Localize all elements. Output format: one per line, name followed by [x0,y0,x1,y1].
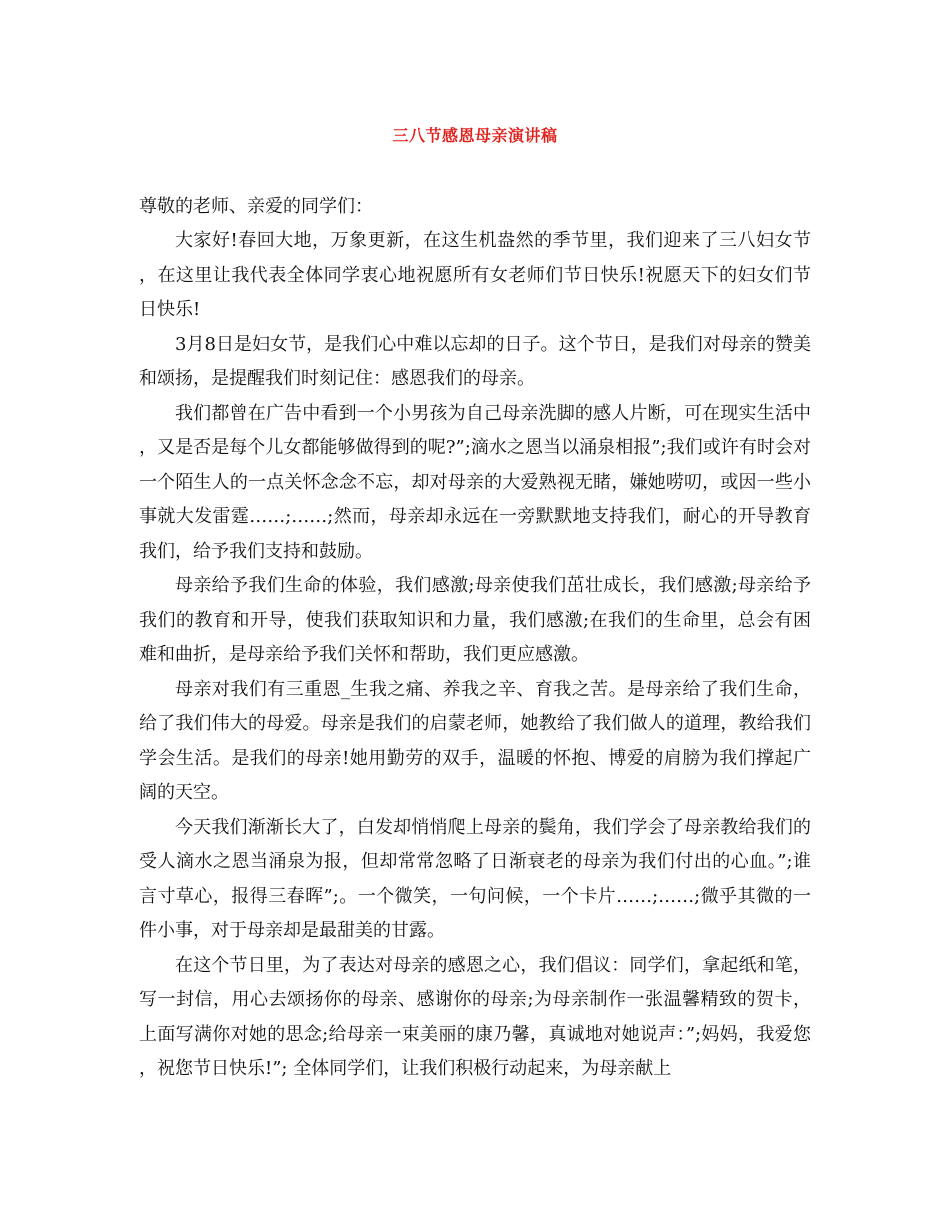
paragraph-greeting: 大家好!春回大地，万象更新，在这生机盎然的季节里，我们迎来了三八妇女节，在这里让我代表全体同学衷心地祝愿所有女老师们节日快乐!祝愿天下的妇女们节日快乐! [139,230,811,320]
paragraph-advertisement: 我们都曾在广告中看到一个小男孩为自己母亲洗脚的感人片断，可在现实生活中，又是否是每个儿女都能够做得到的呢?”;滴水之恩当以涌泉相报”;我们或许有时会对一个陌生人的一点关怀念念不忘，却对母亲的大爱熟视无睹，嫌她唠叨，或因一些小事就大发雷霆……;……;然而，母亲却永远在一旁默默地支持我们，耐心的开导教育我们，给予我们支持和鼓励。 [139,402,811,562]
document-title: 三八节感恩母亲演讲稿 [392,126,558,145]
paragraph-growing-up: 今天我们渐渐长大了，白发却悄悄爬上母亲的鬓角，我们学会了母亲教给我们的受人滴水之恩当涌泉为报，但却常常忽略了日渐衰老的母亲为我们付出的心血。”;谁言寸草心，报得三春晖”;。一个微笑，一句问候，一个卡片……;……;微乎其微的一件小事，对于母亲却是最甜美的甘露。 [139,816,811,941]
paragraph-gratitude: 母亲给予我们生命的体验，我们感激;母亲使我们茁壮成长，我们感激;母亲给予我们的教育和开导，使我们获取知识和力量，我们感激;在我们的生命里，总会有困难和曲折，是母亲给予我们关怀和帮助，我们更应感激。 [139,575,811,665]
paragraph-proposal: 在这个节日里，为了表达对母亲的感恩之心，我们倡议：同学们，拿起纸和笔，写一封信，用心去颂扬你的母亲、感谢你的母亲;为母亲制作一张温馨精致的贺卡，上面写满你对她的思念;给母亲一束美丽的康乃馨，真诚地对她说声：”;妈妈，我爱您，祝您节日快乐!”; 全体同学们，让我们积极行动起来，为母亲献上 [139,954,811,1079]
salutation: 尊敬的老师、亲爱的同学们： [139,196,373,217]
document-body [139,190,811,1087]
paragraph-three-graces: 母亲对我们有三重恩_生我之痛、养我之辛、育我之苦。是母亲给了我们生命，给了我们伟大的母爱。母亲是我们的启蒙老师，她教给了我们做人的道理，教给我们学会生活。是我们的母亲!她用勤劳的双手，温暖的怀抱、博爱的肩膀为我们撑起广阔的天空。 [139,678,811,803]
paragraph-womens-day: 3月8日是妇女节，是我们心中难以忘却的日子。这个节日，是我们对母亲的赞美和颂扬，是提醒我们时刻记住：感恩我们的母亲。 [139,333,811,389]
